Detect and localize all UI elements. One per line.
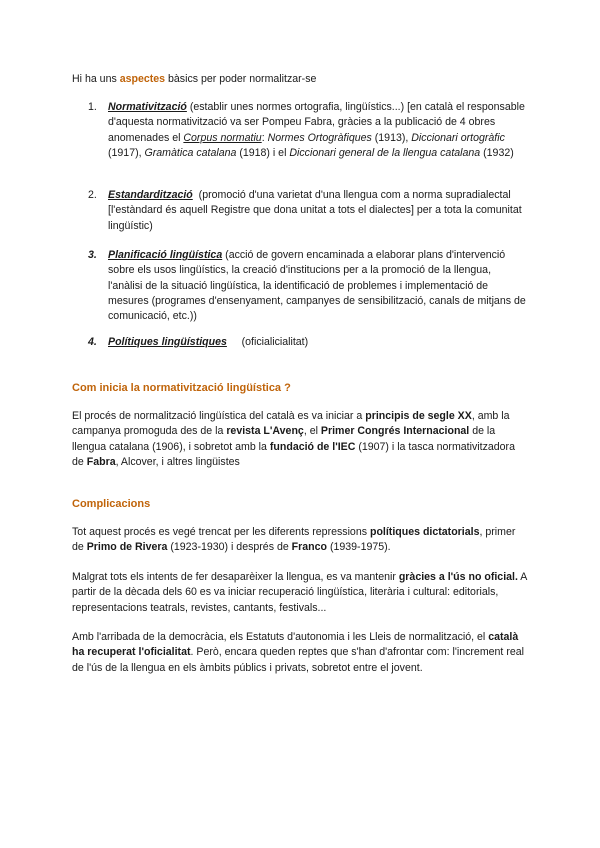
para-text: de la llengua catalana (1906), i sobretot amb la [72,425,496,453]
intro-text-end: bàsics per poder normalitzar-se [165,73,317,85]
list-text: (1918) i el [236,146,290,159]
para-bold: Fabra [86,456,116,469]
list-term: Polítiques lingüístiques [108,336,227,348]
list-text: (1917), [108,146,145,159]
section-inici-paragraph [72,409,528,471]
list-text: (oficialicialitat) [226,336,309,348]
para-text: . Però, encara queden reptes que s'han d'afrontar com: l'increment real de l'ús de la llengua en els àmbits públics i privats, sobretot entre el jovent. [72,646,524,674]
para-text: (1939-1975). [327,541,391,554]
para-bold: català ha recuperat l'oficialitat [72,631,519,659]
list-number: 1. [88,101,97,113]
para-text: El procés de normalització lingüística del català es va iniciar a [72,410,366,422]
intro-text: Hi ha uns [72,73,120,85]
para-text: Amb l'arribada de la democràcia, els Estatuts d'autonomia i les Lleis de normalització, el [72,631,489,643]
list-text: (1932) [480,146,514,159]
list-text: (1913), [371,131,412,144]
intro-paragraph [72,72,528,87]
work-title: Diccionari general de la llengua catalana [289,146,481,159]
list-item-estandarditzacio [88,188,528,234]
list-number: 2. [88,189,97,201]
para-text: A partir de la dècada dels 60 es va iniciar recuperació lingüística, literària i cultural: editorials, representacions teatrals, revistes, cantants, festivals... [72,571,527,614]
list-text: (promoció d'una varietat d'una llengua com a norma supradialectal [l'estàndard és aquell Registre que dona unitat a tots el dialectes] per a tota la comunitat lingüístic) [108,189,525,232]
para-text: , el [303,425,321,438]
para-bold: fundació de l'IEC [269,440,356,453]
para-bold: gràcies a l'ús no oficial. [398,571,518,583]
work-title: Diccionari ortogràfic [411,131,505,144]
para-bold: Primer Congrés Internacional [320,425,470,438]
para-bold: principis de segle XX [365,410,472,422]
para-bold: Franco [291,541,327,554]
complicacions-paragraph-1 [72,525,528,556]
list-item-normativitzacio [88,100,528,161]
intro-highlight: aspectes [119,73,166,85]
section-heading-inici: Com inicia la normativització lingüística ? [72,382,291,394]
list-number: 4. [88,336,97,348]
list-text: : [261,131,268,144]
complicacions-paragraph-2 [72,570,528,616]
para-bold: Primo de Rivera [86,541,168,554]
para-text: (1923-1930) i després de [167,541,292,554]
complicacions-paragraph-3 [72,630,528,676]
list-text: (acció de govern encaminada a elaborar plans d'intervenció sobre els usos lingüístics, la creació d'institucions per a la promoció de la llengua, l'anàlisi de la situació lingüística, la identificació de problemes i implementació de mesures (programes d'ensenyament, campanyes de sensibilització, canals de mitjans de comunicació, etc.)) [108,249,526,323]
corpus-normatiu: Corpus normatiu [183,131,262,144]
list-item-politiques [88,335,528,350]
list-number: 3. [88,249,97,261]
list-term: Estandardització [108,189,193,201]
para-text: , primer de [72,526,516,554]
work-title: Normes Ortogràfiques [267,131,372,144]
work-title: Gramàtica catalana [144,146,237,159]
para-bold: revista L'Avenç [226,425,304,438]
para-text: Tot aquest procés es vegé trencat per les diferents repressions [72,526,370,538]
para-text: Malgrat tots els intents de fer desaparèixer la llengua, es va mantenir [72,571,399,583]
section-heading-complicacions: Complicacions [72,498,151,510]
para-text: , amb la campanya promoguda des de la [72,410,510,438]
list-text: (establir unes normes ortografia, lingüístics...) [en català el responsable d'aquesta normativització va ser Pompeu Fabra, gràcies a la publicació de 4 obres anomenades el [108,101,525,144]
list-item-planificacio [88,248,528,324]
list-term: Planificació lingüística [108,249,223,261]
para-text: , Alcover, i altres lingüistes [115,456,240,469]
para-bold: polítiques dictatorials [369,526,480,538]
list-term: Normativització [108,101,187,113]
para-text: (1907) i la tasca normativitzadora de [72,440,515,469]
